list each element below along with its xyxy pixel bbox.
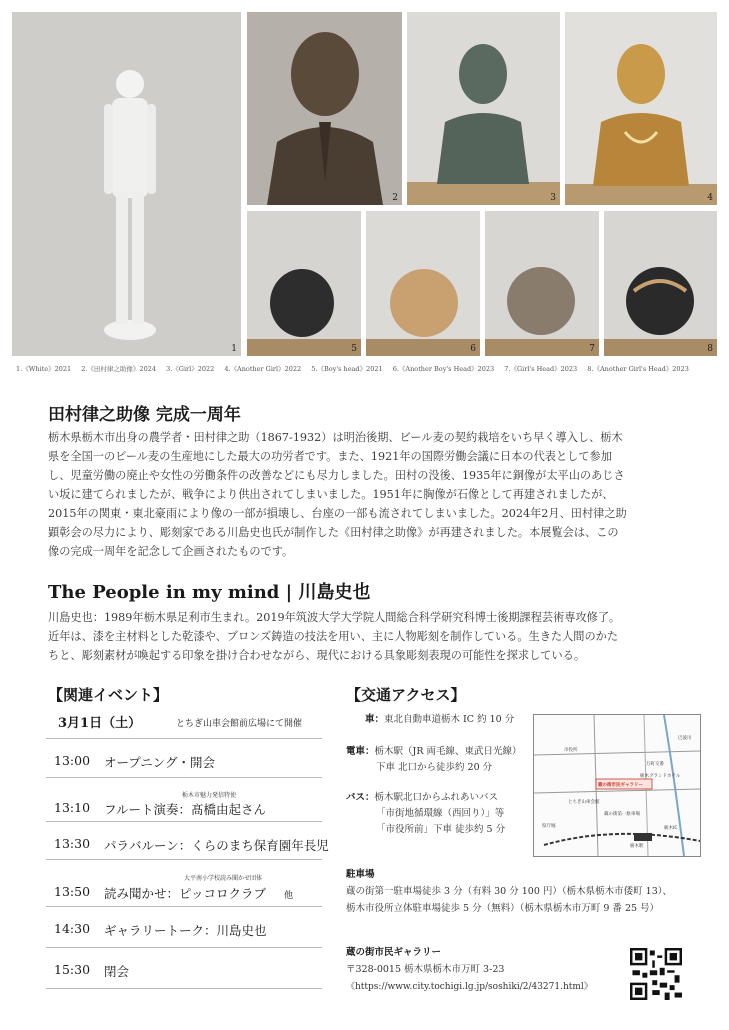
event-text: オープニング・開会 (104, 755, 216, 770)
bus-text-3: 「市役所前」下車 徒歩約 5 分 (376, 824, 506, 835)
gold-head-sculpture (366, 211, 480, 356)
venue-address: 〒328-0015 栃木県栃木市万町 3-23 (346, 964, 505, 975)
event-time: 13:30 (54, 836, 91, 851)
body-line: 県を全国一のビール麦の生産地にした最大の功労者です。また、1921年の国際労働会議に日本の代表として参加 (48, 450, 612, 463)
map-label: 蔵の街第一駐車場 (604, 812, 640, 817)
section1-title: 田村律之助像 完成一周年 (48, 405, 241, 425)
events-venue: とちぎ山車会館前広場にて開催 (176, 719, 303, 729)
event-time: 13:00 (54, 753, 91, 768)
train-text-1: 栃木駅（JR 両毛線、東武日光線） (374, 746, 522, 757)
section2-body (48, 608, 688, 665)
access-train (346, 744, 522, 776)
photo-boys-head (247, 211, 361, 356)
bus-text-1: 栃木駅北口からふれあいバス (374, 792, 499, 803)
event-note: 大平南小学校読み聞かせ団体 (184, 875, 263, 882)
map-label: 万町交番 (646, 762, 664, 767)
event-text: 閉会 (104, 964, 130, 979)
parking-text-1: 蔵の街第一駐車場徒歩 3 分（有料 30 分 100 円）（栃木県栃木市倭町 13）、 (346, 886, 672, 897)
venue-info (346, 944, 593, 996)
event-time: 13:50 (54, 884, 91, 899)
body-line: 川島史也：1989年栃木県足利市生まれ。2019年筑波大学大学院人間総合科学研究科博士後期課程芸術専攻修了。 (48, 611, 621, 624)
map-label: 栃木IC (664, 826, 678, 831)
parking-text-2: 栃木市役所立体駐車場徒歩 5 分（無料）（栃木県栃木市万町 9 番 25 号） (346, 903, 660, 914)
gold-girl-sculpture (565, 12, 717, 205)
access-map (533, 714, 701, 857)
event-time: 14:30 (54, 921, 91, 936)
map-label: 巴波川 (678, 736, 692, 741)
black-gold-head-sculpture (604, 211, 717, 356)
photo-white (12, 12, 241, 356)
caption: 3.《Girl》2022 (166, 365, 215, 373)
bus-text-2: 「市街地循環線（西回り）」等 (376, 808, 505, 819)
body-line: い坂に建てられましたが、戦争により供出されてしまいました。1951年に胸像が石像として再建されましたが、 (48, 488, 614, 501)
event-row (46, 860, 322, 907)
access-bus (346, 790, 505, 838)
access-car (365, 712, 514, 728)
body-line: ちと、彫刻素材が喚起する印象を掛け合わせながら、現代における具象彫刻表現の可能性を探求している。 (48, 649, 586, 662)
body-line: 顕彰会の尽力により、彫刻家である川島史也氏が制作した《田村律之助像》が再建されました。本展覧会は、この (48, 526, 619, 539)
photo-number: 5 (351, 344, 357, 354)
photo-number: 8 (707, 344, 713, 354)
venue-name: 蔵の街市民ギャラリー (346, 947, 442, 958)
black-head-sculpture (247, 211, 361, 356)
event-text: 読み聞かせ：ピッコロクラブ (104, 886, 267, 901)
bronze-bust-sculpture (247, 12, 402, 205)
event-row (46, 778, 322, 822)
event-note: 栃木市魅力発信特使 (182, 792, 237, 799)
caption: 8.《Another Girl's Head》2023 (587, 365, 689, 373)
map-label: とちぎ山車会館 (568, 800, 600, 805)
caption: 2.《田村律之助像》2024 (81, 365, 156, 373)
clay-head-sculpture (485, 211, 599, 356)
photo-girls-head (485, 211, 599, 356)
venue-url[interactable]: 《https://www.city.tochigi.lg.jp/soshiki/2/43271.html》 (346, 982, 593, 992)
photo-number: 1 (231, 344, 237, 354)
photo-number: 3 (550, 193, 556, 203)
body-line: し、児童労働の廃止や女性の労働条件の改善などにも尽力しました。田村の没後、1935年に銅像が太平山のあじさ (48, 469, 625, 482)
event-row (46, 738, 322, 778)
bus-label: バス： (346, 792, 375, 803)
photo-captions (16, 364, 716, 373)
photo-another-boys-head (366, 211, 480, 356)
train-text-2: 下車 北口から徒歩約 20 分 (376, 762, 493, 773)
photo-tamura-bust (247, 12, 402, 205)
body-line: 像の完成一周年を記念して企画されたものです。 (48, 545, 294, 558)
caption: 1.《White》2021 (16, 365, 72, 373)
access-title: 【交通アクセス】 (346, 686, 466, 704)
map-label: 県庁堀 (542, 824, 556, 829)
section2-title: The People in my mind | 川島史也 (48, 582, 371, 603)
car-text: 東北自動車道栃木 IC 約 10 分 (384, 714, 515, 725)
event-row (46, 948, 322, 989)
parking-label: 駐車場 (346, 869, 375, 880)
map-label: 栃木グランドホテル (640, 774, 681, 779)
body-line: 栃木県栃木市出身の農学者・田村律之助（1867-1932）は明治後期、ビール麦の契約栽培をいち早く導入し、栃木 (48, 431, 623, 444)
event-text: ギャラリートーク：川島史也 (104, 923, 267, 938)
access-parking (346, 866, 672, 917)
event-text: パラバルーン：くらのまち保育園年長児 (104, 838, 329, 853)
section1-body (48, 428, 688, 561)
event-row (46, 907, 322, 948)
photo-another-girls-head (604, 211, 717, 356)
bronze-girl-sculpture (407, 12, 560, 205)
body-line: 近年は、漆を主材料とした乾漆や、ブロンズ鋳造の技法を用い、主に人物彫刻を制作している。生きた人間のかた (48, 630, 619, 643)
map-label: 市役所 (564, 748, 578, 753)
body-line: 2015年の関東・東北豪雨により像の一部が損壊し、台座の一部も流されてしまいました。2024年2月、田村律之助 (48, 507, 627, 520)
white-figure-sculpture (12, 12, 241, 356)
event-row (46, 822, 329, 860)
photo-girl (407, 12, 560, 205)
event-time: 13:10 (54, 800, 91, 815)
caption: 4.《Another Girl》2022 (224, 365, 302, 373)
photo-another-girl (565, 12, 717, 205)
event-time: 15:30 (54, 962, 91, 977)
event-text: フルート演奏：髙橋由起さん (104, 802, 267, 817)
caption: 5.《Boy's head》2021 (311, 365, 383, 373)
caption: 7.《Girl's Head》2023 (504, 365, 578, 373)
photo-number: 2 (392, 193, 398, 203)
map-label: 栃木駅 (630, 844, 644, 849)
events-title: 【関連イベント】 (48, 686, 169, 704)
train-label: 電車： (346, 746, 375, 757)
qr-code-icon[interactable] (630, 948, 682, 1000)
map-label: 蔵の街市民ギャラリー (598, 783, 643, 788)
photo-number: 7 (589, 344, 595, 354)
photo-number: 4 (707, 193, 713, 203)
event-extra: 他 (284, 891, 294, 901)
caption: 6.《Another Boy's Head》2023 (392, 365, 495, 373)
events-date: 3月1日（土） (58, 716, 142, 731)
car-label: 車： (365, 714, 385, 725)
photo-number: 6 (470, 344, 476, 354)
